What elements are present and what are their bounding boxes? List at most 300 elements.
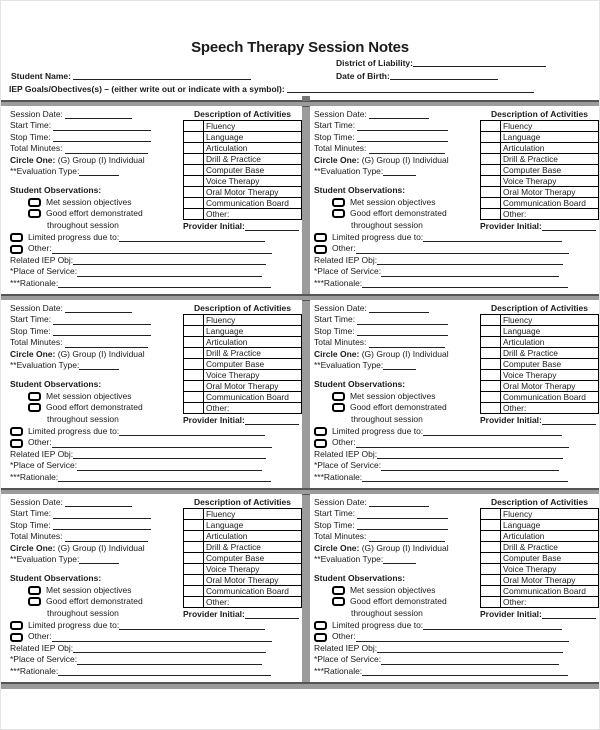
total-minutes-label: Total Minutes:	[313, 531, 367, 542]
activity-checkbox-cell[interactable]	[184, 586, 204, 597]
place-of-service-line[interactable]	[381, 462, 559, 471]
rationale-field	[314, 666, 599, 677]
activity-row	[481, 586, 599, 597]
obs-good-checkbox[interactable]	[332, 597, 345, 606]
rationale-line[interactable]	[58, 473, 271, 482]
obs-met-label: Met session objectives	[349, 196, 436, 207]
activity-checkbox-cell[interactable]	[184, 209, 204, 220]
activity-row	[184, 337, 302, 348]
related-iep-line[interactable]	[377, 644, 563, 653]
activity-checkbox-cell[interactable]	[184, 132, 204, 143]
activity-label: Computer Base	[501, 165, 599, 176]
place-of-service-line[interactable]	[77, 462, 262, 471]
total-minutes-line[interactable]	[65, 339, 148, 348]
activities-table	[480, 314, 599, 414]
stop-time-line[interactable]	[53, 327, 151, 336]
circle-one-options[interactable]: (G) Group (I) Individual	[57, 154, 145, 165]
obs-limited-line[interactable]	[119, 233, 265, 242]
total-minutes-line[interactable]	[369, 533, 445, 542]
activity-checkbox-cell[interactable]	[481, 597, 501, 608]
activity-checkbox-cell[interactable]	[481, 392, 501, 403]
obs-limited-line[interactable]	[423, 427, 562, 436]
start-time-line[interactable]	[53, 122, 151, 131]
activity-checkbox-cell[interactable]	[481, 381, 501, 392]
circle-one-options[interactable]: (G) Group (I) Individual	[57, 542, 145, 553]
related-iep-field	[10, 449, 302, 460]
activity-row	[481, 154, 599, 165]
obs-limited-checkbox[interactable]	[314, 427, 327, 436]
obs-other-line[interactable]	[52, 439, 272, 448]
activity-checkbox-cell[interactable]	[184, 165, 204, 176]
stop-time-field	[10, 326, 179, 337]
activity-checkbox-cell[interactable]	[481, 337, 501, 348]
obs-good-checkbox[interactable]	[28, 597, 41, 606]
circle-one-options[interactable]: (G) Group (I) Individual	[361, 348, 449, 359]
obs-other-checkbox[interactable]	[314, 439, 327, 448]
provider-initial-field	[480, 414, 599, 426]
evaluation-type-line[interactable]	[79, 361, 119, 370]
activity-label: Articulation	[501, 531, 599, 542]
total-minutes-line[interactable]	[65, 533, 148, 542]
total-minutes-field	[314, 143, 476, 154]
start-time-label: Start Time:	[10, 120, 52, 131]
student-observations-title: Student Observations:	[10, 379, 102, 390]
activity-checkbox-cell[interactable]	[184, 143, 204, 154]
obs-limited-checkbox[interactable]	[314, 621, 327, 630]
obs-met-checkbox[interactable]	[332, 586, 345, 595]
activity-label: Drill & Practice	[501, 542, 599, 553]
obs-other-line[interactable]	[356, 245, 569, 254]
related-iep-line[interactable]	[73, 450, 266, 459]
activity-label: Other:	[204, 597, 302, 608]
obs-limited-line[interactable]	[423, 233, 562, 242]
obs-good-item-line2	[47, 220, 179, 231]
activity-row	[184, 359, 302, 370]
session-block	[10, 497, 302, 677]
district-of-liability-field	[336, 58, 546, 68]
obs-limited-line[interactable]	[119, 621, 265, 630]
rationale-line[interactable]	[362, 667, 568, 676]
activity-label: Computer Base	[501, 359, 599, 370]
activity-checkbox-cell[interactable]	[184, 520, 204, 531]
provider-initial-line[interactable]	[245, 222, 299, 231]
iep-goals-label: IEP Goals/Obectives(s) – (either write out or indicate with a symbol):	[9, 84, 285, 94]
obs-other-checkbox[interactable]	[314, 245, 327, 254]
obs-limited-line[interactable]	[423, 621, 562, 630]
activity-checkbox-cell[interactable]	[481, 403, 501, 414]
evaluation-type-line[interactable]	[79, 167, 119, 176]
activity-label: Other:	[204, 403, 302, 414]
rationale-line[interactable]	[58, 667, 271, 676]
obs-limited-checkbox[interactable]	[10, 427, 23, 436]
related-iep-line[interactable]	[73, 644, 266, 653]
start-time-field	[10, 120, 179, 131]
obs-met-item	[28, 391, 179, 402]
activity-label: Computer Base	[204, 359, 302, 370]
activity-label: Oral Motor Therapy	[204, 575, 302, 586]
session-date-line[interactable]	[369, 110, 429, 119]
stop-time-label: Stop Time:	[313, 519, 355, 530]
related-iep-field	[314, 255, 599, 266]
obs-other-checkbox[interactable]	[314, 633, 327, 642]
rationale-field	[10, 472, 302, 483]
related-iep-label: Related IEP Obj:	[313, 254, 378, 265]
place-of-service-line[interactable]	[381, 268, 559, 277]
obs-limited-checkbox[interactable]	[314, 233, 327, 242]
student-name-line[interactable]	[73, 71, 251, 80]
obs-good-label: Good effort demonstrated	[46, 596, 143, 607]
activity-row	[481, 337, 599, 348]
activity-row	[481, 392, 599, 403]
place-of-service-field	[10, 460, 302, 471]
related-iep-label: Related IEP Obj:	[10, 254, 74, 265]
activity-checkbox-cell[interactable]	[184, 370, 204, 381]
obs-limited-label: Limited progress due to:	[28, 620, 120, 630]
activity-row	[184, 542, 302, 553]
activity-checkbox-cell[interactable]	[184, 542, 204, 553]
obs-met-checkbox[interactable]	[28, 392, 41, 401]
activity-label: Drill & Practice	[501, 348, 599, 359]
activity-row	[184, 326, 302, 337]
stop-time-field	[314, 326, 476, 337]
activity-checkbox-cell[interactable]	[184, 187, 204, 198]
rationale-label: ***Rationale:	[313, 277, 363, 288]
obs-met-checkbox[interactable]	[28, 586, 41, 595]
activity-label: Oral Motor Therapy	[501, 187, 599, 198]
obs-other-label: Other:	[28, 437, 52, 448]
obs-other-label: Other:	[28, 243, 52, 254]
activity-checkbox-cell[interactable]	[184, 359, 204, 370]
activity-label: Voice Therapy	[501, 370, 599, 381]
total-minutes-line[interactable]	[65, 145, 148, 154]
activity-checkbox-cell[interactable]	[481, 359, 501, 370]
related-iep-line[interactable]	[377, 256, 563, 265]
activity-checkbox-cell[interactable]	[481, 348, 501, 359]
rationale-field	[10, 666, 302, 677]
activity-checkbox-cell[interactable]	[481, 553, 501, 564]
related-iep-line[interactable]	[73, 256, 266, 265]
session-date-line[interactable]	[369, 304, 429, 313]
stop-time-field	[10, 132, 179, 143]
place-of-service-label: *Place of Service:	[10, 654, 78, 665]
activity-checkbox-cell[interactable]	[184, 326, 204, 337]
session-date-line[interactable]	[65, 110, 132, 119]
rationale-line[interactable]	[362, 279, 568, 288]
stop-time-line[interactable]	[53, 521, 151, 530]
activity-row	[184, 564, 302, 575]
obs-other-line[interactable]	[52, 633, 272, 642]
provider-initial-line[interactable]	[245, 610, 299, 619]
evaluation-type-label: **Evaluation Type:	[313, 166, 384, 177]
activity-label: Fluency	[204, 509, 302, 520]
start-time-line[interactable]	[357, 510, 448, 519]
session-block	[10, 109, 302, 289]
place-of-service-line[interactable]	[381, 656, 559, 665]
activity-checkbox-cell[interactable]	[481, 531, 501, 542]
place-of-service-line[interactable]	[77, 268, 262, 277]
obs-good-label2: throughout session	[350, 413, 423, 424]
date-of-birth-field	[336, 71, 498, 81]
session-row-1	[1, 106, 599, 294]
activity-checkbox-cell[interactable]	[481, 187, 501, 198]
activity-checkbox-cell[interactable]	[481, 209, 501, 220]
obs-good-item-line2	[351, 414, 476, 425]
provider-initial-line[interactable]	[542, 610, 596, 619]
related-iep-field	[314, 449, 599, 460]
place-of-service-line[interactable]	[77, 656, 262, 665]
block-slot-6	[310, 494, 599, 682]
stop-time-line[interactable]	[357, 133, 448, 142]
start-time-field	[314, 120, 476, 131]
activity-checkbox-cell[interactable]	[481, 575, 501, 586]
related-iep-label: Related IEP Obj:	[10, 642, 74, 653]
activity-checkbox-cell[interactable]	[184, 531, 204, 542]
obs-good-label2: throughout session	[47, 219, 119, 230]
iep-goals-line[interactable]	[287, 84, 534, 93]
circle-one-field	[10, 349, 179, 360]
activity-label: Oral Motor Therapy	[204, 381, 302, 392]
circle-one-field	[314, 543, 476, 554]
form-header	[1, 1, 599, 94]
session-date-line[interactable]	[65, 304, 132, 313]
obs-limited-line[interactable]	[119, 427, 265, 436]
activity-checkbox-cell[interactable]	[481, 586, 501, 597]
start-time-line[interactable]	[357, 122, 448, 131]
obs-other-label: Other:	[331, 437, 356, 448]
obs-other-checkbox[interactable]	[10, 633, 23, 642]
start-time-field	[314, 508, 476, 519]
activity-label: Computer Base	[204, 553, 302, 564]
activity-row	[481, 597, 599, 608]
obs-limited-checkbox[interactable]	[10, 233, 23, 242]
evaluation-type-label: **Evaluation Type:	[10, 360, 80, 371]
provider-initial-label: Provider Initial:	[480, 609, 542, 619]
activity-row	[481, 165, 599, 176]
provider-initial-line[interactable]	[542, 222, 596, 231]
obs-limited-item	[10, 426, 302, 437]
provider-initial-line[interactable]	[542, 416, 596, 425]
stop-time-field	[314, 132, 476, 143]
obs-other-checkbox[interactable]	[10, 245, 23, 254]
evaluation-type-label: **Evaluation Type:	[10, 554, 80, 565]
evaluation-type-line[interactable]	[383, 167, 416, 176]
start-time-line[interactable]	[53, 316, 151, 325]
district-of-liability-line[interactable]	[413, 58, 546, 67]
activity-label: Language	[204, 132, 302, 143]
activity-checkbox-cell[interactable]	[481, 176, 501, 187]
obs-good-item-line2	[351, 608, 476, 619]
total-minutes-line[interactable]	[369, 339, 445, 348]
provider-initial-field	[183, 608, 302, 620]
activity-checkbox-cell[interactable]	[481, 370, 501, 381]
obs-other-label: Other:	[28, 631, 52, 642]
activity-label: Voice Therapy	[501, 564, 599, 575]
activity-checkbox-cell[interactable]	[184, 154, 204, 165]
obs-limited-item	[10, 620, 302, 631]
obs-met-checkbox[interactable]	[332, 392, 345, 401]
activity-checkbox-cell[interactable]	[184, 403, 204, 414]
student-observations-title: Student Observations:	[313, 185, 406, 196]
activity-row	[184, 597, 302, 608]
total-minutes-label: Total Minutes:	[10, 531, 63, 542]
activity-checkbox-cell[interactable]	[481, 542, 501, 553]
circle-one-options[interactable]: (G) Group (I) Individual	[57, 348, 145, 359]
activities-table	[183, 508, 302, 608]
separator-bar-bottom	[1, 682, 599, 689]
session-date-field	[10, 109, 179, 120]
obs-met-item	[28, 197, 179, 208]
activity-row	[481, 143, 599, 154]
evaluation-type-line[interactable]	[383, 361, 416, 370]
stop-time-line[interactable]	[357, 327, 448, 336]
session-date-line[interactable]	[369, 498, 429, 507]
activity-checkbox-cell[interactable]	[184, 337, 204, 348]
activity-checkbox-cell[interactable]	[481, 509, 501, 520]
session-date-label: Session Date:	[313, 109, 367, 119]
obs-met-checkbox[interactable]	[28, 198, 41, 207]
activity-checkbox-cell[interactable]	[184, 348, 204, 359]
obs-limited-item	[314, 426, 599, 437]
obs-good-checkbox[interactable]	[28, 403, 41, 412]
obs-other-line[interactable]	[356, 633, 569, 642]
activity-checkbox-cell[interactable]	[481, 143, 501, 154]
activity-checkbox-cell[interactable]	[481, 315, 501, 326]
related-iep-line[interactable]	[377, 450, 563, 459]
activity-checkbox-cell[interactable]	[481, 326, 501, 337]
stop-time-line[interactable]	[53, 133, 151, 142]
circle-one-options[interactable]: (G) Group (I) Individual	[361, 542, 449, 553]
activity-row	[184, 315, 302, 326]
activity-checkbox-cell[interactable]	[184, 553, 204, 564]
activity-row	[184, 370, 302, 381]
evaluation-type-field	[10, 360, 179, 371]
activity-checkbox-cell[interactable]	[481, 165, 501, 176]
obs-met-item	[332, 391, 476, 402]
rationale-line[interactable]	[58, 279, 271, 288]
start-time-label: Start Time:	[10, 314, 52, 325]
obs-other-label: Other:	[331, 631, 356, 642]
student-observations-title: Student Observations:	[313, 379, 406, 390]
activity-label: Other:	[501, 403, 599, 414]
activity-checkbox-cell[interactable]	[481, 520, 501, 531]
divider-notch	[302, 96, 310, 101]
total-minutes-label: Total Minutes:	[313, 143, 367, 154]
obs-met-checkbox[interactable]	[332, 198, 345, 207]
activity-label: Oral Motor Therapy	[501, 381, 599, 392]
obs-limited-item	[314, 232, 599, 243]
activity-label: Voice Therapy	[204, 370, 302, 381]
provider-initial-line[interactable]	[245, 416, 299, 425]
obs-good-item	[332, 402, 476, 413]
activity-label: Other:	[501, 209, 599, 220]
activity-checkbox-cell[interactable]	[481, 121, 501, 132]
obs-limited-label: Limited progress due to:	[28, 426, 120, 436]
obs-good-checkbox[interactable]	[332, 403, 345, 412]
session-date-label: Session Date:	[313, 303, 367, 313]
obs-limited-label: Limited progress due to:	[28, 232, 120, 242]
session-date-field	[314, 109, 476, 120]
activity-checkbox-cell[interactable]	[184, 564, 204, 575]
activity-checkbox-cell[interactable]	[184, 381, 204, 392]
evaluation-type-line[interactable]	[79, 555, 119, 564]
activity-label: Fluency	[501, 121, 599, 132]
circle-one-options[interactable]: (G) Group (I) Individual	[361, 154, 449, 165]
activity-checkbox-cell[interactable]	[481, 198, 501, 209]
session-block	[314, 303, 599, 483]
place-of-service-label: *Place of Service:	[313, 266, 382, 277]
activity-label: Voice Therapy	[204, 564, 302, 575]
session-date-label: Session Date:	[10, 109, 63, 119]
obs-good-label: Good effort demonstrated	[349, 208, 447, 219]
rationale-line[interactable]	[362, 473, 568, 482]
vertical-divider	[302, 494, 310, 682]
obs-met-label: Met session objectives	[349, 390, 436, 401]
start-time-line[interactable]	[53, 510, 151, 519]
activity-checkbox-cell[interactable]	[184, 597, 204, 608]
activity-checkbox-cell[interactable]	[184, 509, 204, 520]
total-minutes-field	[10, 143, 179, 154]
activities-header: Description of Activities	[491, 303, 588, 313]
obs-other-line[interactable]	[356, 439, 569, 448]
activity-checkbox-cell[interactable]	[184, 392, 204, 403]
circle-one-field	[314, 155, 476, 166]
rationale-field	[314, 472, 599, 483]
activity-checkbox-cell[interactable]	[184, 575, 204, 586]
obs-other-line[interactable]	[52, 245, 272, 254]
activity-row	[184, 198, 302, 209]
evaluation-type-line[interactable]	[383, 555, 416, 564]
obs-other-checkbox[interactable]	[10, 439, 23, 448]
obs-other-item	[314, 243, 599, 254]
obs-limited-checkbox[interactable]	[10, 621, 23, 630]
activities-table	[183, 120, 302, 220]
student-observations-title: Student Observations:	[10, 185, 102, 196]
date-of-birth-line[interactable]	[390, 71, 498, 80]
activity-row	[184, 176, 302, 187]
activities-header: Description of Activities	[491, 109, 588, 119]
activity-row	[184, 132, 302, 143]
circle-one-field	[314, 349, 476, 360]
activity-checkbox-cell[interactable]	[184, 176, 204, 187]
activity-checkbox-cell[interactable]	[184, 198, 204, 209]
activity-checkbox-cell[interactable]	[481, 132, 501, 143]
activities-table	[183, 314, 302, 414]
activity-checkbox-cell[interactable]	[481, 564, 501, 575]
activities-table	[480, 508, 599, 608]
session-date-line[interactable]	[65, 498, 132, 507]
place-of-service-field	[314, 266, 599, 277]
total-minutes-line[interactable]	[369, 145, 445, 154]
circle-one-field	[10, 543, 179, 554]
obs-good-item	[28, 402, 179, 413]
obs-good-label: Good effort demonstrated	[349, 596, 447, 607]
obs-good-label: Good effort demonstrated	[46, 208, 143, 219]
activity-row	[184, 154, 302, 165]
activity-checkbox-cell[interactable]	[184, 121, 204, 132]
activities-header: Description of Activities	[194, 303, 291, 313]
obs-good-checkbox[interactable]	[28, 209, 41, 218]
stop-time-line[interactable]	[357, 521, 448, 530]
activity-checkbox-cell[interactable]	[481, 154, 501, 165]
obs-good-checkbox[interactable]	[332, 209, 345, 218]
activity-label: Communication Board	[204, 392, 302, 403]
student-observations-title: Student Observations:	[10, 573, 102, 584]
evaluation-type-field	[314, 360, 476, 371]
obs-good-item-line2	[47, 608, 179, 619]
activity-checkbox-cell[interactable]	[184, 315, 204, 326]
provider-initial-field	[183, 220, 302, 232]
start-time-line[interactable]	[357, 316, 448, 325]
